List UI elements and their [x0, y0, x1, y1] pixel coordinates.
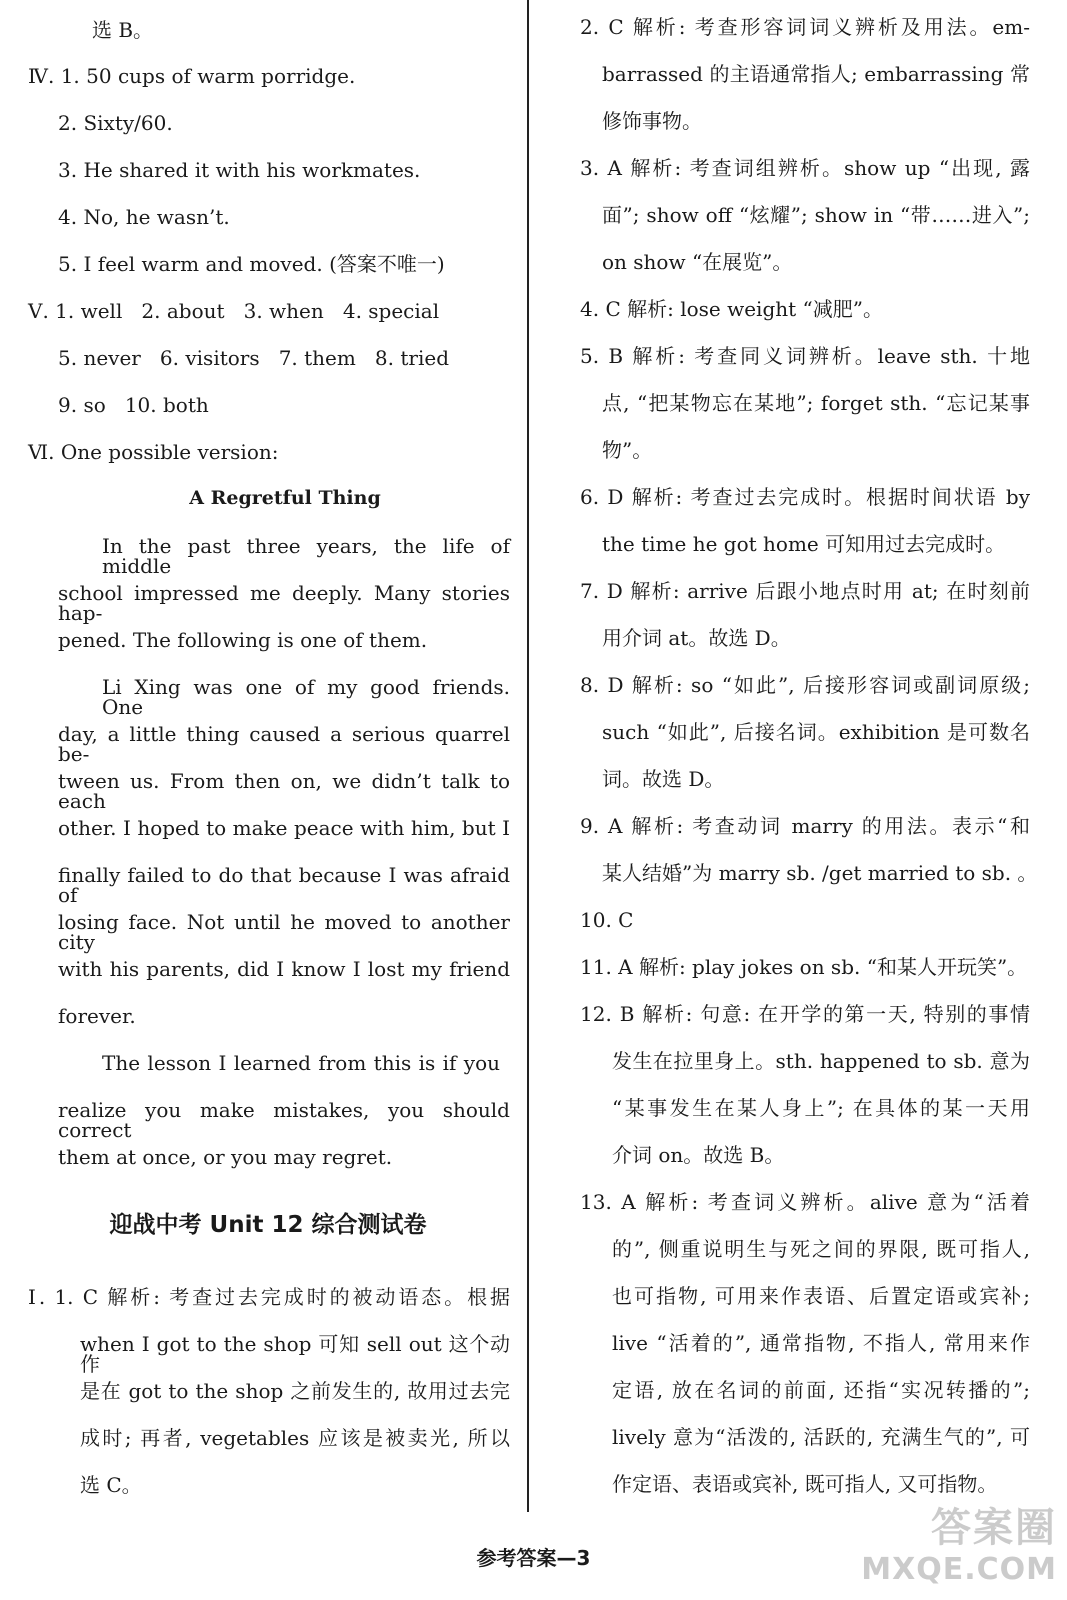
essay-line: tween us. From then on, we didn’t talk to each: [58, 769, 510, 813]
answer-line: 8. D 解析: so “如此”, 后接形容词或副词原级;: [580, 673, 1030, 697]
section-title: 迎战中考 Unit 12 综合测试卷: [109, 1212, 427, 1238]
section-vi-heading: Ⅵ. One possible version:: [28, 440, 279, 464]
q1-line: Ⅰ. 1. C 解析: 考查过去完成时的被动语态。根据: [28, 1285, 510, 1309]
watermark-url: MXQE.COM: [861, 1552, 1057, 1587]
essay-line: day, a little thing caused a serious quarrel be-: [58, 722, 510, 766]
essay-line: school impressed me deeply. Many stories hap-: [58, 581, 510, 625]
section-iv-q1: Ⅳ. 1. 50 cups of warm porridge.: [28, 64, 356, 88]
essay-line: forever.: [58, 1004, 136, 1028]
answer-line: 介词 on。故选 B。: [612, 1143, 785, 1167]
q1-line: 选 C。: [80, 1473, 142, 1497]
essay-line: pened. The following is one of them.: [58, 628, 428, 652]
answer-line: lively 意为“活泼的, 活跃的, 充满生气的”, 可: [612, 1425, 1030, 1449]
section-v-line2: 5. never 6. visitors 7. them 8. tried: [58, 346, 449, 370]
answer-line: 5. B 解析: 考查同义词辨析。leave sth. 十地: [580, 344, 1030, 368]
answer-line: 11. A 解析: play jokes on sb. “和某人开玩笑”。: [580, 955, 1028, 979]
essay-line: finally failed to do that because I was afraid of: [58, 863, 510, 907]
section-iv-q5: 5. I feel warm and moved. (答案不唯一): [58, 252, 445, 276]
answer-line: 也可指物, 可用来作表语、后置定语或宾补;: [612, 1284, 1030, 1308]
answer-line: 13. A 解析: 考查词义辨析。alive 意为“活着: [580, 1190, 1030, 1214]
watermark: [847, 1496, 1057, 1596]
essay-line: with his parents, did I know I lost my friend: [58, 957, 510, 981]
section-iv-q2: 2. Sixty/60.: [58, 111, 173, 135]
answer-line: 3. A 解析: 考查词组辨析。show up “出现, 露: [580, 156, 1030, 180]
column-divider: [527, 0, 529, 1512]
answer-line: “某事发生在某人身上”; 在具体的某一天用: [612, 1096, 1030, 1120]
answer-line: 点, “把某物忘在某地”; forget sth. “忘记某事: [602, 391, 1030, 415]
answer-line: 发生在拉里身上。sth. happened to sb. 意为: [612, 1049, 1030, 1073]
essay-line: losing face. Not until he moved to another city: [58, 910, 510, 954]
watermark-logo: 答案圈: [931, 1505, 1057, 1551]
answer-line: 9. A 解析: 考查动词 marry 的用法。表示“和: [580, 814, 1030, 838]
answer-line: 6. D 解析: 考查过去完成时。根据时间状语 by: [580, 485, 1030, 509]
answer-line: such “如此”, 后接名词。exhibition 是可数名: [602, 720, 1030, 744]
answer-line: 用介词 at。故选 D。: [602, 626, 791, 650]
essay-line: Li Xing was one of my good friends. One: [102, 675, 510, 719]
answer-line: 面”; show off “炫耀”; show in “带……进入”;: [602, 203, 1030, 227]
page-footer: 参考答案—3: [476, 1546, 591, 1570]
answer-line: on show “在展览”。: [602, 250, 793, 274]
section-v-line3: 9. so 10. both: [58, 393, 209, 417]
answer-line: 4. C 解析: lose weight “减肥”。: [580, 297, 883, 321]
essay-line: realize you make mistakes, you should correct: [58, 1098, 510, 1142]
essay-line: In the past three years, the life of middle: [102, 534, 510, 578]
essay-line: them at once, or you may regret.: [58, 1145, 393, 1169]
answer-line: 某人结婚”为 marry sb. /get married to sb. 。: [602, 861, 1038, 885]
essay-line: The lesson I learned from this is if you: [102, 1051, 500, 1075]
answer-line: 2. C 解析: 考查形容词词义辨析及用法。em-: [580, 15, 1030, 39]
answer-line: live “活着的”, 通常指物, 不指人, 常用来作: [612, 1331, 1030, 1355]
answer-line: 12. B 解析: 句意: 在开学的第一天, 特别的事情: [580, 1002, 1030, 1026]
q1-line: when I got to the shop 可知 sell out 这个动作: [80, 1332, 510, 1376]
section-iv-q3: 3. He shared it with his workmates.: [58, 158, 421, 182]
answer-line: 的”, 侧重说明生与死之间的界限, 既可指人,: [612, 1237, 1030, 1261]
section-iv-q4: 4. No, he wasn’t.: [58, 205, 230, 229]
answer-line: 作定语、表语或宾补, 既可指人, 又可指物。: [612, 1472, 998, 1496]
q1-line: 成时; 再者, vegetables 应该是被卖光, 所以: [80, 1426, 510, 1450]
answer-line: barrassed 的主语通常指人; embarrassing 常: [602, 62, 1030, 86]
answer-line: 选 B。: [92, 18, 154, 42]
answer-line: 10. C: [580, 908, 634, 932]
answer-line: 物”。: [602, 438, 653, 462]
q1-line: 是在 got to the shop 之前发生的, 故用过去完: [80, 1379, 510, 1403]
section-v-line1: Ⅴ. 1. well 2. about 3. when 4. special: [28, 299, 440, 323]
essay-title: A Regretful Thing: [189, 487, 381, 509]
answer-line: the time he got home 可知用过去完成时。: [602, 532, 1006, 556]
answer-line: 修饰事物。: [602, 109, 702, 133]
answer-line: 定语, 放在名词的前面, 还指“实况转播的”;: [612, 1378, 1030, 1402]
essay-line: other. I hoped to make peace with him, but I: [58, 816, 510, 840]
answer-line: 7. D 解析: arrive 后跟小地点时用 at; 在时刻前: [580, 579, 1030, 603]
answer-line: 词。故选 D。: [602, 767, 725, 791]
